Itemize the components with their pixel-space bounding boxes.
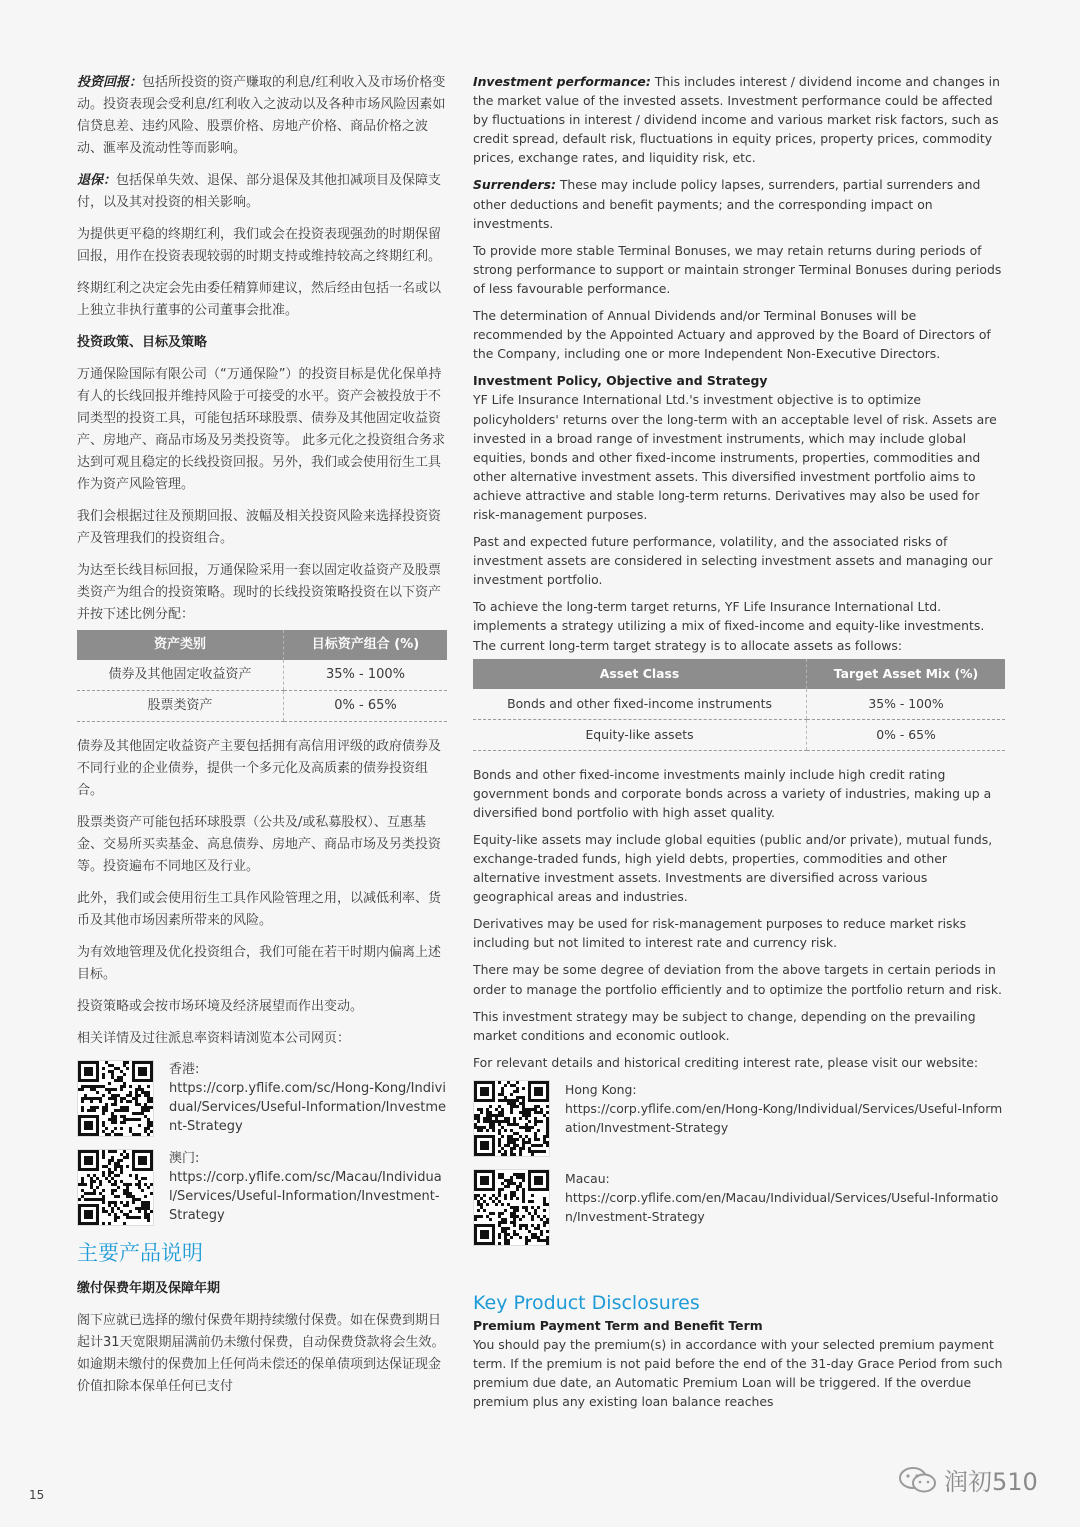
en-row1-asset-class: Bonds and other fixed-income instruments xyxy=(473,689,807,720)
zh-table-header-asset-class: 资产类别 xyxy=(77,630,284,660)
en-surrenders-paragraph xyxy=(473,175,1005,232)
en-table-header-asset-class: Asset Class xyxy=(473,659,807,689)
zh-row2-asset-class: 股票类资产 xyxy=(77,691,284,722)
zh-equity-paragraph: 股票类资产可能包括环球股票（公共及/或私募股权）、互惠基金、交易所买卖基金、高息债券、房地产、商品市场及另类投资等。投资遍布不同地区及行业。 xyxy=(77,815,442,874)
table-row xyxy=(77,691,447,722)
zh-hk-label: 香港: xyxy=(169,1062,200,1077)
zh-section-title: 主要产品说明 xyxy=(77,1241,203,1265)
en-hk-label: Hong Kong: xyxy=(565,1081,637,1097)
zh-term-paragraph: 阁下应就已选择的缴付保费年期持续缴付保费。如在保费到期日起计31天宽限期届满前仍未缴付保费，自动保费贷款将会生效。如逾期未缴付的保费加上任何尚未偿还的保单债项到达保证现金价值扣除本保单任何已支付 xyxy=(77,1313,445,1394)
en-strategy-paragraph: To achieve the long-term target returns, YF Life Insurance International Ltd. implements a strategy utilizing a mix of fixed-income and equity-like investments. The current long-term target strategy is to allocate assets as follows: xyxy=(473,599,985,653)
en-macau-website xyxy=(473,1169,1005,1246)
page-number: 15 xyxy=(29,1488,45,1502)
zh-surrenders-paragraph xyxy=(77,170,447,214)
en-row2-target-mix: 0% - 65% xyxy=(807,719,1006,750)
zh-row1-asset-class: 债券及其他固定收益资产 xyxy=(77,660,284,691)
english-column xyxy=(473,72,1005,1419)
en-terminal-bonus-paragraph: To provide more stable Terminal Bonuses, we may retain returns during periods of strong performance to support or maintain stronger Terminal Bonuses during periods of less favourable performance. xyxy=(473,242,1002,296)
en-selection-paragraph: Past and expected future performance, volatility, and the associated risks of investment assets are considered in selecting investment assets and managing our investment portfolio. xyxy=(473,534,993,588)
en-policy-heading: Investment Policy, Objective and Strategy xyxy=(473,373,768,389)
en-row1-target-mix: 35% - 100% xyxy=(807,689,1006,720)
zh-surrenders-lead: 退保： xyxy=(77,173,117,188)
en-surrenders-lead: Surrenders: xyxy=(473,177,556,193)
en-investment-performance-lead: Investment performance: xyxy=(473,74,651,89)
en-website-paragraph: For relevant details and historical crediting interest rate, please visit our website: xyxy=(473,1054,979,1070)
table-row xyxy=(473,719,1005,750)
zh-bonus-determination-paragraph: 终期红利之决定会先由委任精算师建议，然后经由包括一名或以上独立非执行董事的公司董事会批准。 xyxy=(77,281,442,318)
en-macau-label: Macau: xyxy=(565,1170,610,1186)
en-policy-paragraph: YF Life Insurance International Ltd.'s investment objective is to optimize policyholders' returns over the long-term with an acceptable level of risk. Assets are invested in a broad range of investment instruments, which may include global equities, bonds and other fixed-income instruments, properties, commodities and other alternative investment assets. This diversified investment portfolio aims to achieve attractive and stable long-term returns. Derivatives may also be used for risk-management purposes. xyxy=(473,392,997,522)
zh-surrenders-text: 包括保单失效、退保、部分退保及其他扣减项目及保障支付，以及其对投资的相关影响。 xyxy=(77,173,442,210)
table-row xyxy=(77,660,447,691)
zh-term-heading: 缴付保费年期及保障年期 xyxy=(77,1281,221,1296)
zh-policy-heading: 投资政策、目标及策略 xyxy=(77,335,208,350)
zh-investment-return-text: 包括所投资的资产赚取的利息/红利收入及市场价格变动。投资表现会受利息/红利收入之波动以及各种市场风险因素如信贷息差、违约风险、股票价格、房地产价格、商品价格之波动、滙率及流动性等而影响。 xyxy=(77,75,446,156)
en-change-paragraph: This investment strategy may be subject to change, depending on the prevailing market conditions and economic outlook. xyxy=(473,1008,976,1043)
zh-hk-url-link[interactable]: https://corp.yflife.com/sc/Hong-Kong/Individual/Services/Useful-Information/Investment-Strategy xyxy=(169,1081,446,1134)
watermark xyxy=(898,1462,1038,1497)
zh-macau-url-link[interactable]: https://corp.yflife.com/sc/Macau/Individual/Services/Useful-Information/Investment-Strategy xyxy=(169,1170,442,1223)
en-table-header-target-mix: Target Asset Mix (%) xyxy=(807,659,1006,689)
en-bonds-paragraph: Bonds and other fixed-income investments mainly include high credit rating government bonds and corporate bonds across a variety of industries, making up a diversified bond portfolio with high asset quality. xyxy=(473,766,992,820)
zh-investment-return-lead: 投资回报： xyxy=(77,75,143,90)
zh-asset-mix-table xyxy=(77,630,447,722)
en-row2-asset-class: Equity-like assets xyxy=(473,719,807,750)
zh-row2-target-mix: 0% - 65% xyxy=(284,691,448,722)
zh-macau-website xyxy=(77,1149,447,1226)
zh-hk-website xyxy=(77,1060,447,1137)
table-row xyxy=(473,689,1005,720)
zh-bonds-paragraph: 债券及其他固定收益资产主要包括拥有高信用评级的政府债券及不同行业的企业债券，提供一个多元化及高质素的债券投资组合。 xyxy=(77,739,442,798)
en-macau-url-link[interactable]: https://corp.yflife.com/en/Macau/Individual/Services/Useful-Information/Investment-Strategy xyxy=(565,1189,999,1224)
zh-website-paragraph: 相关详情及过往派息率资料请浏览本公司网页： xyxy=(77,1031,351,1046)
zh-derivatives-paragraph: 此外，我们或会使用衍生工具作风险管理之用，以减低利率、货币及其他市场因素所带来的风险。 xyxy=(77,891,442,928)
watermark-text: 润初510 xyxy=(944,1468,1038,1496)
en-deviation-paragraph: There may be some degree of deviation from the above targets in certain periods in order to manage the portfolio efficiently and to optimize the portfolio return and risk. xyxy=(473,962,1002,997)
en-equity-paragraph: Equity-like assets may include global equities (public and/or private), mutual funds, exchange-traded funds, high yield debts, properties, commodities and other alternative investment assets. Investments are diversified across various geographical areas and industries. xyxy=(473,831,993,905)
qr-code-icon[interactable] xyxy=(77,1060,154,1137)
en-investment-performance-text: This includes interest / dividend income and changes in the market value of the invested assets. Investment performance could be affected by fluctuations in interest / dividend income and various market risk factors, such as credit spread, default risk, fluctuations in equity prices, property prices, commodity prices, exchange rates, and liquidity risk, etc. xyxy=(473,74,1000,166)
zh-table-header-target-mix: 目标资产组合 (%) xyxy=(284,630,448,660)
zh-terminal-bonus-paragraph: 为提供更平稳的终期红利，我们或会在投资表现强劲的时期保留回报，用作在投资表现较弱的时期支持或维持较高之终期红利。 xyxy=(77,227,442,264)
chinese-column xyxy=(77,72,447,1408)
zh-change-paragraph: 投资策略或会按市场环境及经济展望而作出变动。 xyxy=(77,999,364,1014)
zh-strategy-paragraph: 为达至长线目标回报，万通保险采用一套以固定收益资产及股票类资产为组合的投资策略。现时的长线投资策略投资在以下资产并按下述比例分配： xyxy=(77,563,442,622)
qr-code-icon[interactable] xyxy=(473,1080,550,1157)
en-asset-mix-table xyxy=(473,659,1005,751)
zh-investment-return-paragraph xyxy=(77,72,447,160)
zh-policy-paragraph: 万通保险国际有限公司（“万通保险”）的投资目标是优化保单持有人的长线回报并维持风险于可接受的水平。资产会被投放于不同类型的投资工具，可能包括环球股票、债券及其他固定收益资产、房地产、商品市场及另类投资等。 此多元化之投资组合务求达到可观且稳定的长线投资回报。另外，我们或会使用衍生工具作为资产风险管理。 xyxy=(77,367,446,492)
zh-deviation-paragraph: 为有效地管理及优化投资组合，我们可能在若干时期内偏离上述目标。 xyxy=(77,945,442,982)
en-hk-url-link[interactable]: https://corp.yflife.com/en/Hong-Kong/Individual/Services/Useful-Information/Investment-Strategy xyxy=(565,1100,1003,1135)
wechat-icon xyxy=(898,1465,938,1495)
en-derivatives-paragraph: Derivatives may be used for risk-management purposes to reduce market risks including but not limited to interest rate and currency risk. xyxy=(473,916,967,951)
en-term-paragraph: You should pay the premium(s) in accordance with your selected premium payment term. If the premium is not paid before the end of the 31-day Grace Period from such premium due date, an Automatic Premium Loan will be triggered. If the overdue premium plus any existing loan balance reaches xyxy=(473,1337,1003,1410)
en-section-title: Key Product Disclosures xyxy=(473,1291,700,1314)
en-bonus-determination-paragraph: The determination of Annual Dividends and/or Terminal Bonuses will be recommended by the Appointed Actuary and approved by the Board of Directors of the Company, including one or more Independent Non-Executive Directors. xyxy=(473,308,991,362)
en-term-heading: Premium Payment Term and Benefit Term xyxy=(473,1317,763,1333)
en-surrenders-text: These may include policy lapses, surrenders, partial surrenders and other deductions and benefit payments; and the corresponding impact on investments. xyxy=(473,177,981,231)
zh-macau-label: 澳门: xyxy=(169,1151,200,1166)
en-investment-performance-paragraph xyxy=(473,72,1005,167)
qr-code-icon[interactable] xyxy=(77,1149,154,1226)
zh-selection-paragraph: 我们会根据过往及预期回报、波幅及相关投资风险来选择投资资产及管理我们的投资组合。 xyxy=(77,509,442,546)
qr-code-icon[interactable] xyxy=(473,1169,550,1246)
zh-row1-target-mix: 35% - 100% xyxy=(284,660,448,691)
en-hk-website xyxy=(473,1080,1005,1157)
